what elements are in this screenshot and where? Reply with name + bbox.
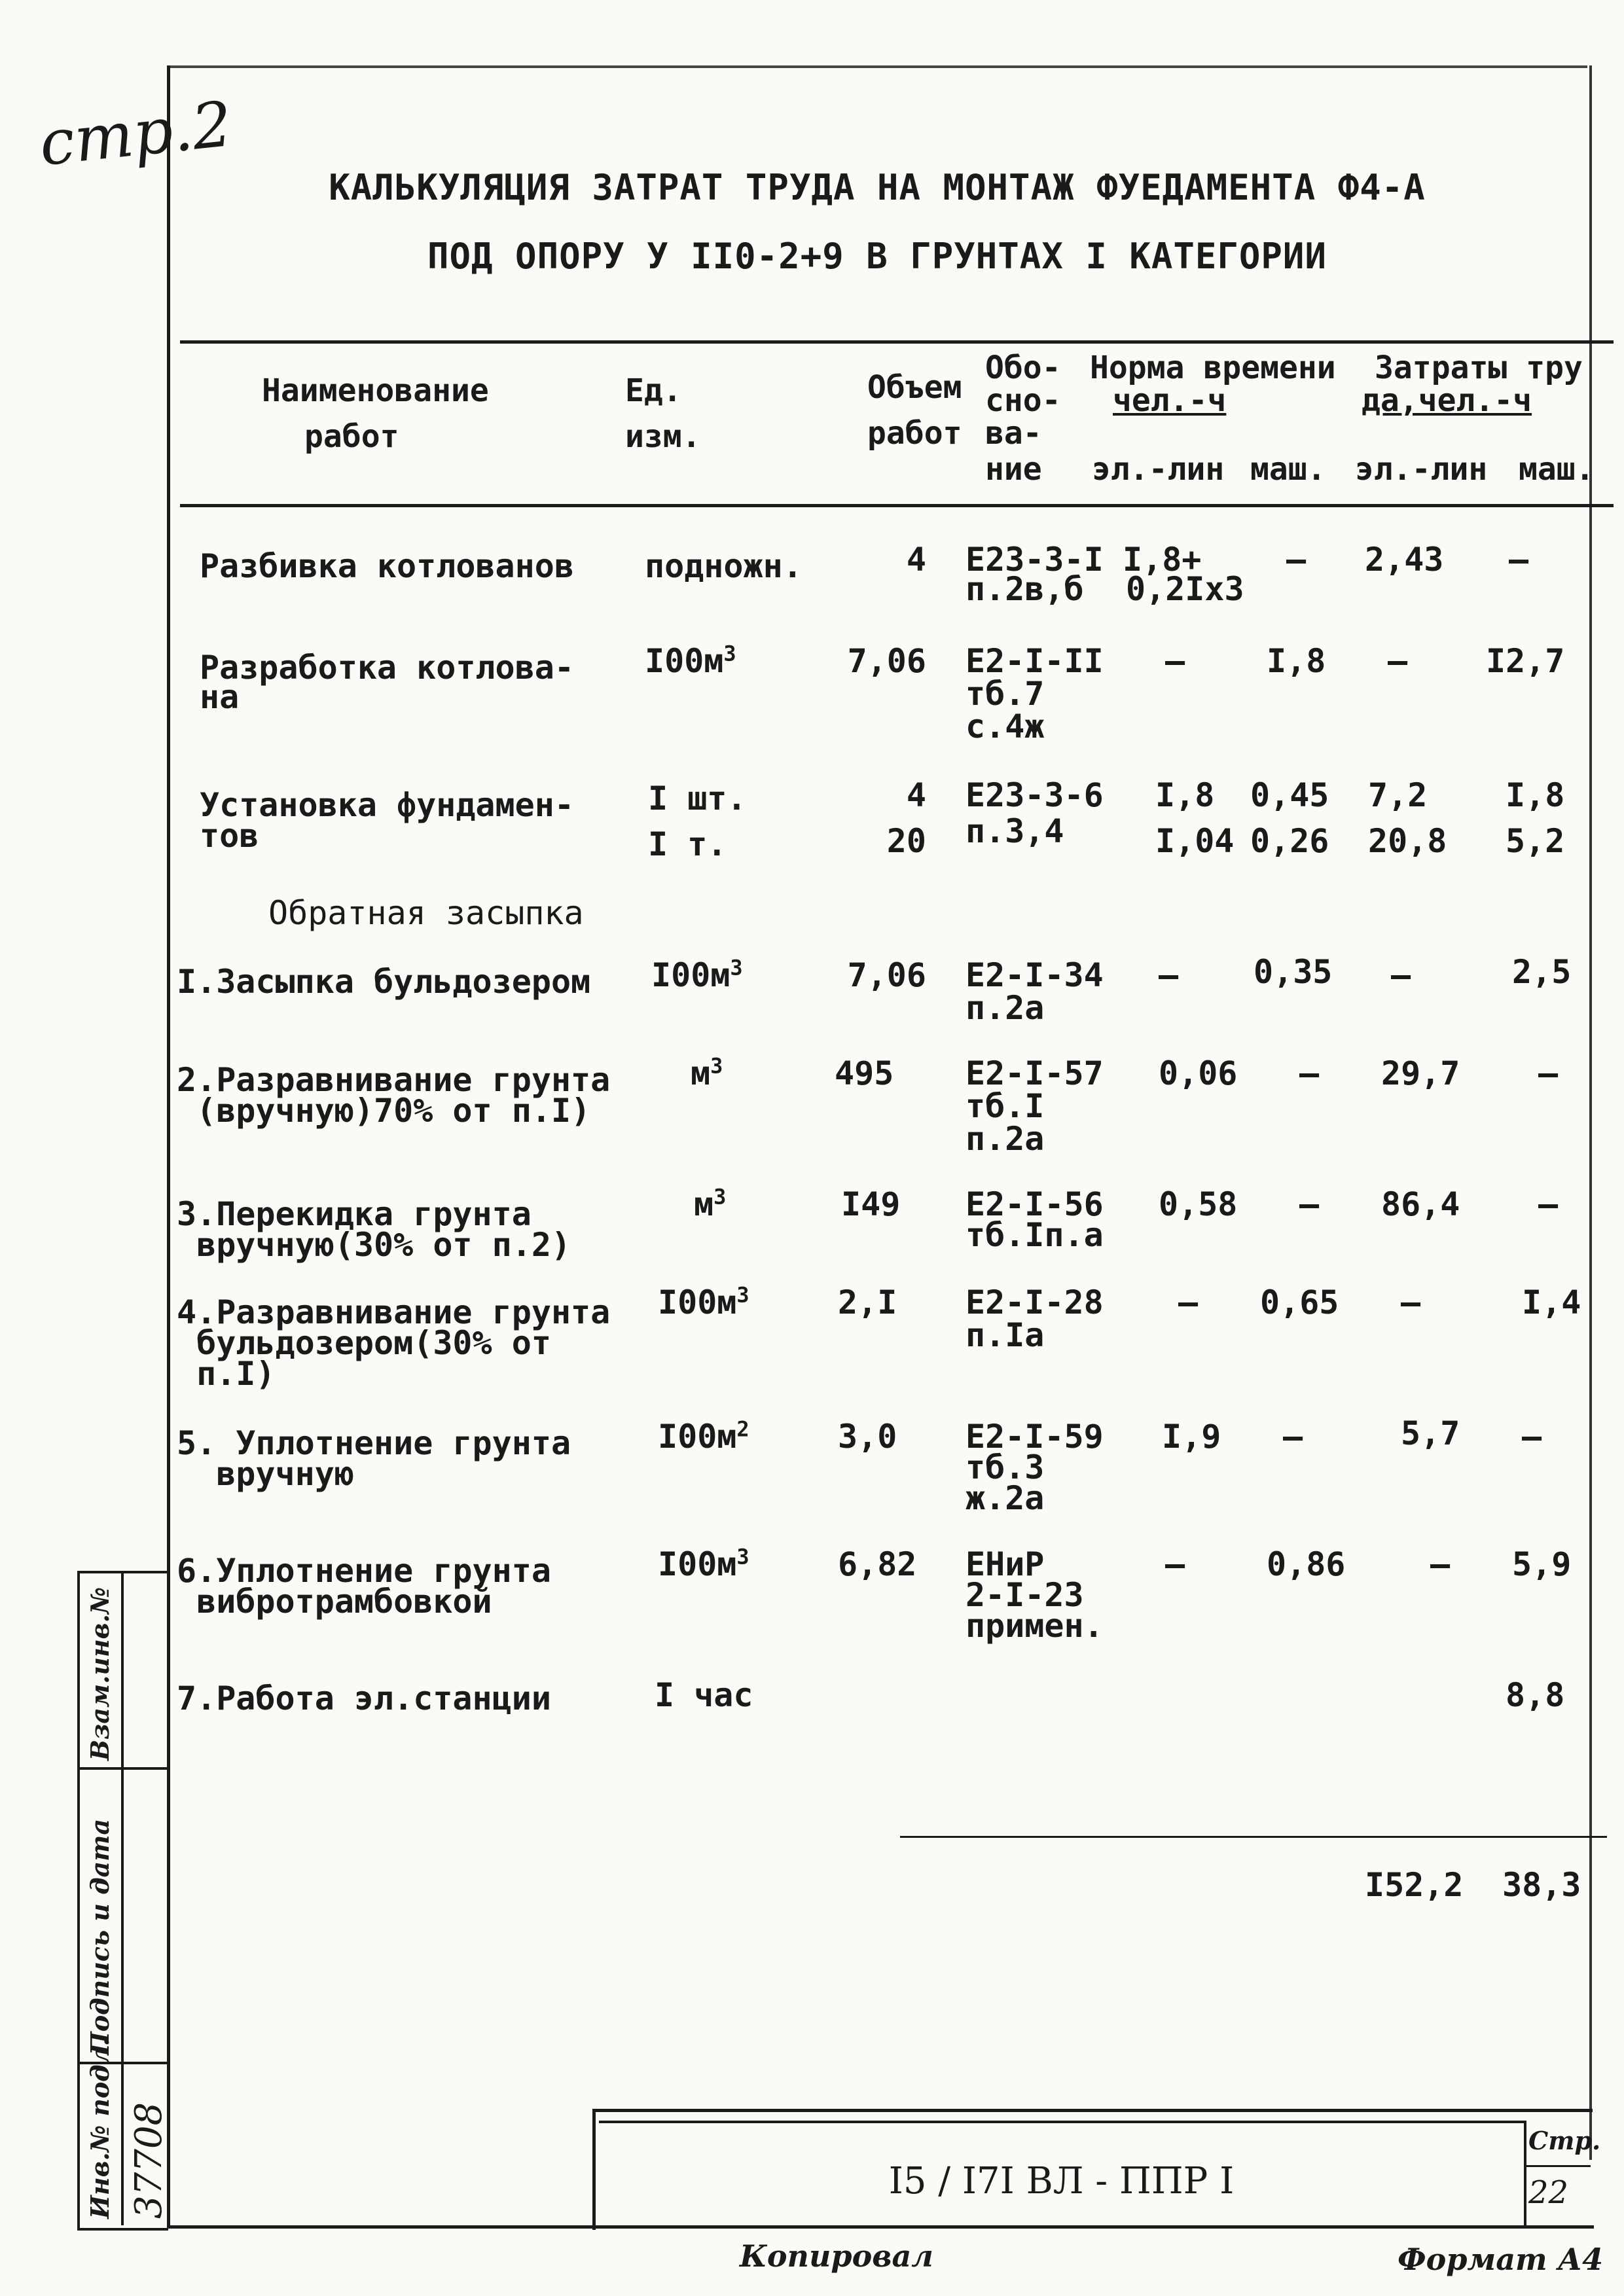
row-volume: 7,06 [847,956,926,994]
row-code: п.2в,б [965,570,1084,608]
row-volume: 7,06 [847,642,926,680]
table-top-rule [180,340,1614,344]
row-name-cont: на [200,678,240,716]
row-norm-mash: 0,45 [1250,776,1329,814]
row-code: тб.7 [965,675,1045,713]
row-unit: $I00м^3$ [658,1544,749,1583]
sheet-divider [1525,2165,1591,2167]
row-name: 2.Разравнивание грунта [177,1061,611,1099]
row-volume: 2,I [838,1283,897,1321]
row-norm-mash-b: 0,26 [1250,822,1329,860]
header-code-line1: Обо- [985,350,1061,386]
row-name-cont: бульдозером(30% от [177,1324,551,1362]
row-cost-mash: I2,7 [1486,642,1565,680]
row-unit: $м^3$ [694,1184,727,1223]
row-code: Е2-I-56 [965,1185,1104,1223]
row-cost-mash: – [1522,1418,1542,1456]
row-name-cont: вручную(30% от п.2) [177,1226,571,1264]
totals-rule [900,1836,1607,1838]
total-cost-mash: 38,3 [1502,1866,1581,1904]
row-code: 2-I-23 [965,1576,1084,1614]
frame-right-border [1589,65,1592,2160]
row-name-cont: вручную [177,1455,354,1493]
row-norm-el: 0,58 [1159,1185,1238,1223]
row-norm-mash: 0,65 [1260,1283,1339,1321]
row-code: с.4ж [965,708,1045,745]
header-norm-el: эл.-лин [1092,451,1225,488]
row-cost-mash: 2,5 [1512,953,1572,991]
format-label: Формат А4 [1398,2242,1604,2277]
header-cost-mash: маш. [1519,451,1595,488]
header-unit-line2: изм. [625,418,701,455]
row-norm-el: – [1165,1545,1185,1583]
row-norm-el: – [1159,956,1179,994]
row-unit: I час [655,1676,753,1714]
row-norm-el: I,9 [1162,1418,1221,1456]
row-norm-el: – [1178,1283,1199,1321]
row-name-cont: вибротрамбовкой [177,1583,492,1621]
row-cost-el: 7,2 [1368,776,1428,814]
row-name-cont: (вручную)70% от п.I) [177,1092,591,1130]
row-norm-mash: 0,35 [1254,953,1333,991]
row-volume: 4 [906,776,926,814]
row-code: ЕНиР [965,1545,1045,1583]
frame-top-border [167,65,1587,68]
row-code: п.2а [965,1120,1045,1158]
corner-page-mark: стр.2 [36,88,236,181]
row-name: 7.Работа эл.станции [177,1679,551,1717]
header-cost-line2: да,чел.-ч [1362,382,1532,419]
row-volume-2: 20 [886,822,926,860]
copied-by-signature: Копировал [740,2238,933,2274]
row-unit: $I00м^3$ [651,955,743,994]
row-cost-el: – [1391,956,1411,994]
row-unit: $I00м^2$ [658,1416,749,1456]
row-norm-mash: 0,86 [1267,1545,1346,1583]
stamp-label-signature-date: Подпись и дата [85,1818,115,2055]
row-name: 3.Перекидка грунта [177,1195,532,1233]
row-name: Разбивка котлованов [200,547,574,585]
header-code-line3: ва- [985,415,1042,452]
row-cost-el: – [1401,1283,1421,1321]
row-cost-el: 29,7 [1381,1054,1460,1092]
row-unit: $м^3$ [691,1053,723,1092]
row-volume: I49 [841,1185,901,1223]
row-cost-mash: I,8 [1506,776,1565,814]
stamp-column-divider [121,1571,124,2225]
row-cost-mash: – [1509,541,1529,579]
row-name: Установка фундамен- [200,786,574,824]
row-norm-el: – [1165,642,1185,680]
header-norm-mash: маш. [1250,451,1326,488]
row-cost-el-b: 20,8 [1368,822,1447,860]
row-norm-mash: – [1299,1054,1320,1092]
row-cost-mash: – [1538,1054,1559,1092]
row-name-cont: тов [200,817,259,855]
total-cost-el: I52,2 [1365,1866,1464,1904]
header-code-line2: сно- [985,382,1061,419]
document-title-line2: ПОД ОПОРУ У II0-2+9 В ГРУНТАХ I КАТЕГОРИИ [427,236,1327,277]
row-volume: 3,0 [838,1418,897,1456]
row-code: Е2-I-II [965,642,1104,680]
row-unit: $I00м^3$ [658,1282,749,1321]
row-name-cont: п.I) [177,1355,276,1393]
table-header-rule [180,504,1614,507]
row-code: Е23-3-I [965,541,1104,579]
row-norm-mash: – [1283,1418,1303,1456]
row-cost-mash: 8,8 [1506,1676,1565,1714]
row-cost-el: 86,4 [1381,1185,1460,1223]
header-cost-line1: Затраты тру [1375,350,1583,386]
header-name-line2: работ [304,418,399,455]
header-code-line4: ние [985,451,1042,488]
row-norm-el: 0,06 [1159,1054,1238,1092]
row-cost-mash: I,4 [1522,1283,1581,1321]
row-code: тб.I [965,1087,1045,1125]
sheet-number: 22 [1528,2174,1569,2211]
stamp-label-replace-inv: Взам.инв.№ [85,1587,115,1761]
document-title-line1: КАЛЬКУЛЯЦИЯ ЗАТРАТ ТРУДА НА МОНТАЖ ФУЕДАМЕНТА Ф4-А [329,167,1426,208]
row-cost-mash: – [1538,1185,1559,1223]
row-code: примен. [965,1607,1104,1645]
row-code: ж.2а [965,1479,1045,1517]
row-code: п.2а [965,989,1045,1027]
row-volume: 495 [835,1054,894,1092]
sheet-label: Стр. [1528,2126,1601,2155]
row-norm-mash: I,8 [1267,642,1326,680]
row-volume: 6,82 [838,1545,917,1583]
row-norm-el-b: I,04 [1155,822,1235,860]
document-number: I5 / I7I ВЛ - ППР I [888,2160,1235,2202]
stamp-divider [77,1767,167,1770]
row-name: I.Засыпка бульдозером [177,963,591,1001]
row-code: тб.3 [965,1448,1045,1486]
row-name: Разработка котлова- [200,649,574,687]
row-code: Е2-I-28 [965,1283,1104,1321]
row-cost-mash-b: 5,2 [1506,822,1565,860]
header-cost-el: эл.-лин [1355,451,1488,488]
row-code: п.3,4 [965,812,1064,850]
header-name-line1: Наименование [262,372,489,409]
row-code: тб.Iп.а [965,1216,1104,1254]
row-unit: подножн. [645,547,803,585]
stamp-inv-number: 37708 [128,2102,170,2219]
row-cost-el: – [1388,642,1408,680]
row-code: Е2-I-59 [965,1418,1104,1456]
header-volume-line1: Объем [867,369,962,406]
row-cost-el: 2,43 [1365,541,1444,579]
row-cost-mash: 5,9 [1512,1545,1572,1583]
row-norm-mash: – [1299,1185,1320,1223]
row-cost-el: 5,7 [1401,1414,1460,1452]
row-code: Е2-I-34 [965,956,1104,994]
stamp-label-inv-no: Инв.№ подл. [85,2037,115,2219]
row-unit: I шт. [648,780,747,817]
row-cost-el: – [1430,1545,1451,1583]
row-name: 6.Уплотнение грунта [177,1552,551,1590]
header-volume-line2: работ [867,415,962,452]
row-norm-el: I,8 [1155,776,1215,814]
row-unit-2: I т. [648,825,727,863]
row-unit: $I00м^3$ [645,641,736,680]
header-norm-line2: чел.-ч [1113,382,1227,419]
row-name: 4.Разравнивание грунта [177,1293,611,1331]
row-norm-el-extra: 0,2Iх3 [1126,570,1244,608]
header-norm-line1: Норма времени [1090,350,1336,386]
row-code: п.Iа [965,1316,1045,1354]
row-norm-mash: – [1286,541,1307,579]
row-volume: 4 [906,541,926,579]
row-code: Е23-3-6 [965,776,1104,814]
header-unit-line1: Ед. [625,372,682,409]
section-heading: Обратная засыпка [268,894,584,932]
row-norm-el: I,8+ [1123,541,1202,579]
row-name: 5. Уплотнение грунта [177,1424,571,1462]
row-code: Е2-I-57 [965,1054,1104,1092]
